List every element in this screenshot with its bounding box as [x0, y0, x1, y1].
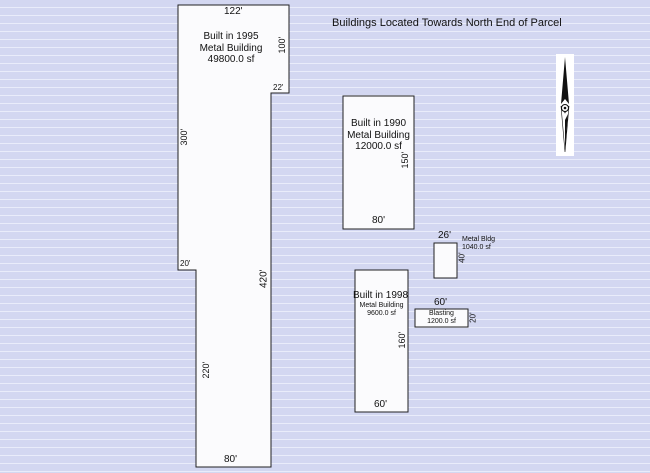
b1995-bottom-dim: 80' [224, 454, 238, 465]
b1995-area: 49800.0 sf [207, 54, 255, 65]
blasting-type: Blasting [429, 310, 454, 317]
blasting-info [415, 310, 468, 326]
b1990-built: Built in 1990 [350, 118, 407, 129]
plan-title: Buildings Located Towards North End of Parcel [332, 17, 562, 29]
blasting-top-dim: 60' [434, 297, 448, 308]
b1995-step-dim: 20' [180, 259, 191, 268]
b1998-type: Metal Building [359, 302, 404, 309]
b1990-side-dim: 150' [400, 151, 411, 169]
metal-bldg-top-dim: 26' [438, 230, 452, 241]
b1998-side-dim: 160' [397, 331, 408, 349]
b1995-left-lower-dim: 220' [201, 361, 212, 379]
b1995-built: Built in 1995 [203, 31, 259, 42]
b1990-bottom-dim: 80' [372, 215, 386, 226]
b1990-type: Metal Building [347, 129, 410, 141]
b1990-area: 12000.0 sf [355, 141, 402, 152]
north-arrow-icon [556, 54, 574, 156]
b1995-notch-vertical-dim: 100' [277, 36, 288, 54]
b1995-notch-horizontal-dim: 22' [273, 83, 284, 92]
building-1995-outline[interactable] [178, 5, 289, 467]
b1998-built: Built in 1998 [353, 290, 409, 301]
b1995-right-dim: 420' [258, 269, 270, 289]
metal-bldg-outline[interactable] [434, 243, 457, 278]
b1998-info [355, 302, 408, 318]
b1995-left-upper-dim: 300' [179, 128, 190, 146]
blasting-area: 1200.0 sf [427, 318, 456, 326]
blasting-side-dim: 20' [468, 312, 478, 323]
b1990-info [343, 118, 414, 153]
b1995-type: Metal Building [199, 42, 263, 54]
b1998-bottom-dim: 60' [374, 399, 388, 410]
b1998-area: 9600.0 sf [367, 310, 396, 318]
metal-bldg-area: 1040.0 sf [462, 244, 491, 252]
metal-bldg-type: Metal Bldg [462, 236, 496, 243]
b1995-info [193, 31, 269, 66]
b1995-top-dim: 122' [224, 6, 243, 17]
metal-bldg-side-dim: 40' [457, 252, 467, 263]
metal-bldg-info [462, 236, 495, 252]
